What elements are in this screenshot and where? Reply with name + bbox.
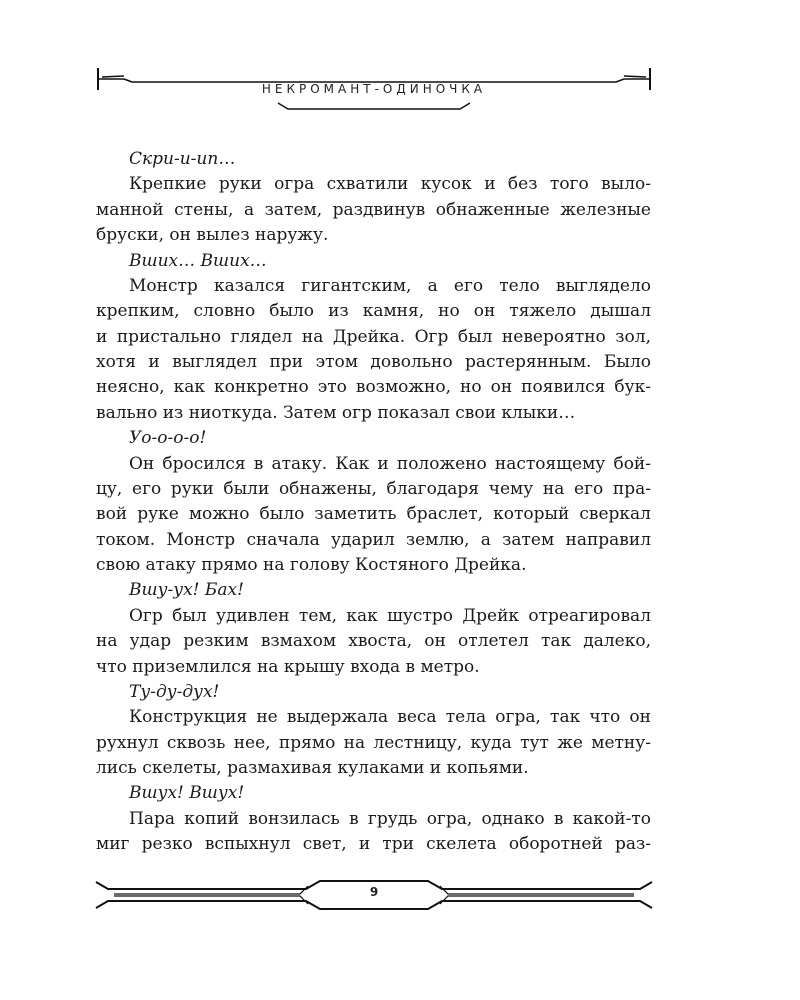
text-line: током. Монстр сначала ударил землю, а затем направил xyxy=(96,529,651,550)
text-line: бруски, он вылез наружу. xyxy=(96,225,329,246)
text-line: Вших… Вших… xyxy=(129,250,267,271)
text-line: на удар резким взмахом хвоста, он отлетел так далеко, xyxy=(96,631,651,652)
text-line: неясно, как конкретно это возможно, но он появился бук- xyxy=(96,377,651,398)
text-line: Ту-ду-дух! xyxy=(129,681,220,702)
text-line: цу, его руки были обнажены, благодаря чему на его пра- xyxy=(96,478,651,499)
text-line: Он бросился в атаку. Как и положено настоящему бой- xyxy=(129,453,651,474)
text-line: Крепкие руки огра схватили кусок и без того выло- xyxy=(129,174,651,195)
text-line: рухнул сквозь нее, прямо на лестницу, куда тут же метну- xyxy=(96,732,651,753)
text-line: Скри-и-ип… xyxy=(129,149,236,169)
text-line: свою атаку прямо на голову Костяного Дрейка. xyxy=(96,555,527,575)
book-title: НЕКРОМАНТ-ОДИНОЧКА xyxy=(261,82,487,96)
text-line: Пара копий вонзилась в грудь огра, однако в какой-то xyxy=(129,808,651,829)
text-line: манной стены, а затем, раздвинув обнаженные железные xyxy=(96,199,651,220)
page-footer xyxy=(94,878,654,912)
text-line: и пристально глядел на Дрейка. Огр был невероятно зол, xyxy=(96,326,651,347)
text-line: Монстр казался гигантским, а его тело выглядело xyxy=(129,275,651,296)
text-line: вально из ниоткуда. Затем огр показал свои клыки… xyxy=(96,402,576,423)
text-line: Огр был удивлен тем, как шустро Дрейк отреагировал xyxy=(129,605,651,626)
text-line: Вшух! Вшух! xyxy=(129,783,245,804)
text-line: вой руке можно было заметить браслет, который сверкал xyxy=(96,504,651,525)
page-body xyxy=(96,147,651,858)
text-line: Конструкция не выдержала веса тела огра, так что он xyxy=(129,707,651,728)
running-header xyxy=(94,62,654,118)
text-line: лись скелеты, размахивая кулаками и копьями. xyxy=(96,758,529,778)
text-line: что приземлился на крышу входа в метро. xyxy=(96,656,480,677)
text-line: Уо-о-о-о! xyxy=(129,428,207,449)
text-line: крепким, словно было из камня, но он тяжело дышал xyxy=(96,301,651,322)
page-number: 9 xyxy=(369,885,379,899)
text-line: хотя и выглядел при этом довольно растерянным. Было xyxy=(96,352,651,372)
text-line: миг резко вспыхнул свет, и три скелета оборотней раз- xyxy=(96,834,651,855)
text-line: Вшу-ух! Бах! xyxy=(129,580,244,601)
